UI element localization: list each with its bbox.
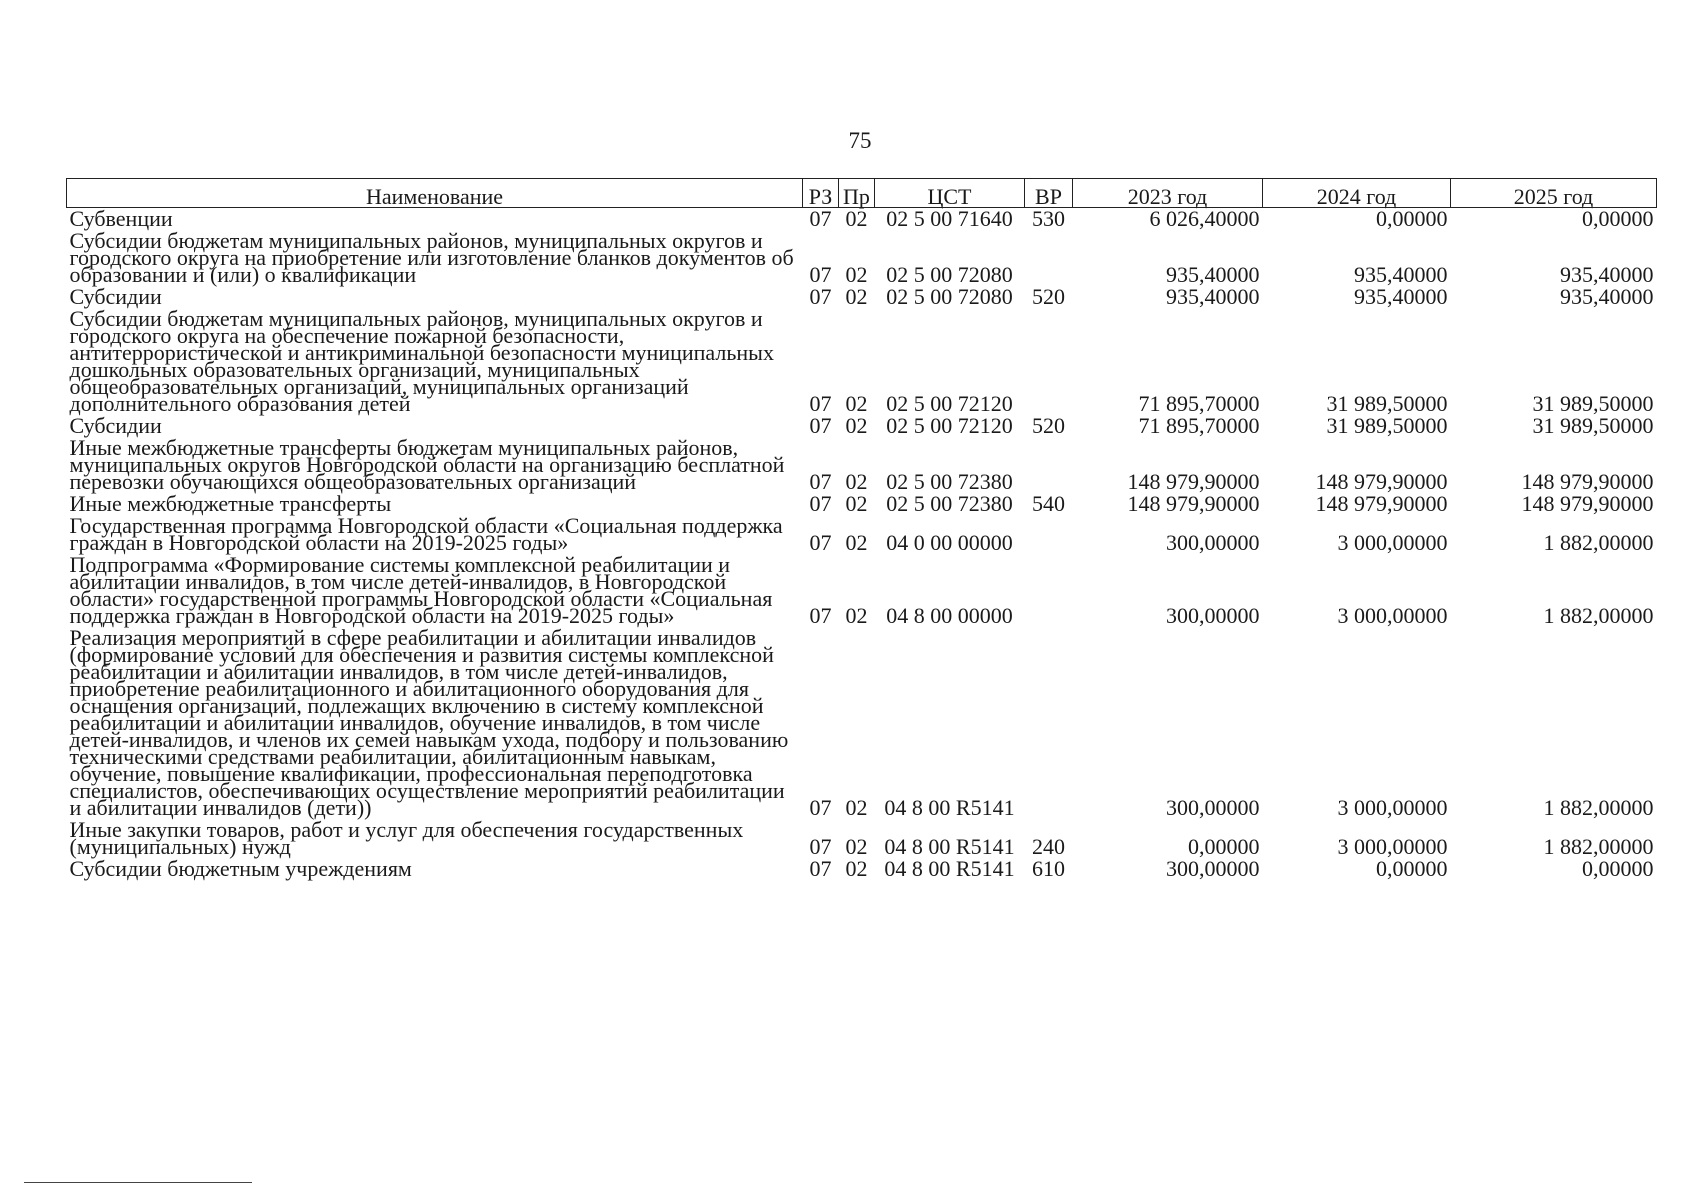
row-2023: 71 895,70000 xyxy=(1138,413,1260,438)
row-2023: 935,40000 xyxy=(1166,284,1260,309)
row-cst: 04 8 00 R5141 xyxy=(884,834,1015,859)
row-name: Субсидии бюджетным учреждениям xyxy=(69,856,412,881)
row-2025: 31 989,50000 xyxy=(1532,391,1654,416)
row-2024: 935,40000 xyxy=(1354,284,1448,309)
row-2023: 300,00000 xyxy=(1166,856,1260,881)
header-2024: 2024 год xyxy=(1263,179,1451,208)
row-cst: 02 5 00 72120 xyxy=(886,391,1013,416)
header-2023: 2023 год xyxy=(1073,179,1263,208)
row-2025: 148 979,90000 xyxy=(1521,491,1654,516)
row-cst: 02 5 00 72380 xyxy=(886,491,1013,516)
row-vr: 520 xyxy=(1032,413,1065,438)
row-rz: 07 xyxy=(809,469,832,494)
row-2025: 31 989,50000 xyxy=(1532,413,1654,438)
row-vr: 240 xyxy=(1032,834,1065,859)
row-pr: 02 xyxy=(845,284,868,309)
row-cst: 04 0 00 00000 xyxy=(886,530,1013,555)
row-vr xyxy=(1025,230,1073,286)
row-name: Иные закупки товаров, работ и услуг для обеспечения государственных (муниципальных) нужд xyxy=(69,817,744,859)
row-rz: 07 xyxy=(809,834,832,859)
row-2025: 0,00000 xyxy=(1582,856,1654,881)
row-pr: 02 xyxy=(845,491,868,516)
table-row xyxy=(67,627,1657,819)
row-rz: 07 xyxy=(809,206,832,231)
row-name: Подпрограмма «Формирование системы комплексной реабилитации и абилитации инвалидов, в том числе детей-инвалидов, в Новгородской области» государственной программы Новгородской области «Социальная поддержка граждан в Новгородской области на 2019-2025 годы» xyxy=(69,552,773,628)
header-vr: ВР xyxy=(1025,179,1073,208)
row-2024: 31 989,50000 xyxy=(1326,413,1448,438)
row-2024: 148 979,90000 xyxy=(1315,469,1448,494)
row-2023: 300,00000 xyxy=(1166,795,1260,820)
row-rz: 07 xyxy=(809,530,832,555)
table-row xyxy=(67,415,1657,437)
row-pr: 02 xyxy=(845,603,868,628)
row-name: Субвенции xyxy=(69,206,173,231)
row-pr: 02 xyxy=(845,206,868,231)
table-row xyxy=(67,230,1657,286)
row-2024: 148 979,90000 xyxy=(1315,491,1448,516)
table-row xyxy=(67,858,1657,880)
row-name: Субсидии xyxy=(69,413,162,438)
footer-divider xyxy=(24,1182,252,1183)
row-2024: 3 000,00000 xyxy=(1337,795,1448,820)
row-pr: 02 xyxy=(845,469,868,494)
row-rz: 07 xyxy=(809,413,832,438)
row-2024: 935,40000 xyxy=(1354,262,1448,287)
row-2024: 3 000,00000 xyxy=(1337,834,1448,859)
row-2023: 300,00000 xyxy=(1166,530,1260,555)
row-vr xyxy=(1025,437,1073,493)
row-rz: 07 xyxy=(809,284,832,309)
row-pr: 02 xyxy=(845,391,868,416)
row-rz: 07 xyxy=(809,856,832,881)
row-cst: 02 5 00 72080 xyxy=(886,262,1013,287)
row-vr xyxy=(1025,627,1073,819)
table-row xyxy=(67,515,1657,554)
table-body xyxy=(67,208,1657,881)
row-pr: 02 xyxy=(845,795,868,820)
header-cst: ЦСТ xyxy=(875,179,1025,208)
row-pr: 02 xyxy=(845,834,868,859)
row-name: Иные межбюджетные трансферты xyxy=(69,491,392,516)
row-vr: 530 xyxy=(1032,206,1065,231)
row-vr: 540 xyxy=(1032,491,1065,516)
row-2025: 935,40000 xyxy=(1560,262,1654,287)
row-2025: 148 979,90000 xyxy=(1521,469,1654,494)
row-vr xyxy=(1025,515,1073,554)
row-rz: 07 xyxy=(809,603,832,628)
row-cst: 02 5 00 71640 xyxy=(886,206,1013,231)
row-rz: 07 xyxy=(809,795,832,820)
header-name: Наименование xyxy=(67,179,803,208)
row-2023: 935,40000 xyxy=(1166,262,1260,287)
row-vr: 520 xyxy=(1032,284,1065,309)
row-2023: 0,00000 xyxy=(1188,834,1260,859)
row-rz: 07 xyxy=(809,262,832,287)
row-2025: 1 882,00000 xyxy=(1543,834,1654,859)
row-name: Реализация мероприятий в сфере реабилитации и абилитации инвалидов (формирование условий для обеспечения и развития системы комплексной реабилитации и абилитации инвалидов, в том числе детей-инвалидов, приобретение реабилитационного и абилитационного оборудования для оснащения организаций, подлежащих включению в систему комплексной реабилитации и абилитации инвалидов, обучение инвалидов, в том числе детей-инвалидов, и членов их семей навыкам ухода, подбору и пользованию техническими средствами реабилитации, абилитационным навыкам, обучение, повышение квалификации, профессиональная переподготовка специалистов, обеспечивающих осуществление мероприятий реабилитации и абилитации инвалидов (дети)) xyxy=(69,625,789,820)
row-vr: 610 xyxy=(1032,856,1065,881)
row-pr: 02 xyxy=(845,856,868,881)
budget-table xyxy=(66,178,1657,880)
row-cst: 04 8 00 R5141 xyxy=(884,795,1015,820)
row-2023: 148 979,90000 xyxy=(1127,469,1260,494)
row-cst: 04 8 00 R5141 xyxy=(884,856,1015,881)
row-2025: 1 882,00000 xyxy=(1543,530,1654,555)
table-row xyxy=(67,286,1657,308)
row-2024: 0,00000 xyxy=(1376,206,1448,231)
row-pr: 02 xyxy=(845,530,868,555)
row-2024: 0,00000 xyxy=(1376,856,1448,881)
row-pr: 02 xyxy=(845,262,868,287)
row-2023: 148 979,90000 xyxy=(1127,491,1260,516)
table-row xyxy=(67,437,1657,493)
row-cst: 02 5 00 72120 xyxy=(886,413,1013,438)
row-rz: 07 xyxy=(809,391,832,416)
table-row xyxy=(67,308,1657,415)
row-2025: 1 882,00000 xyxy=(1543,795,1654,820)
row-pr: 02 xyxy=(845,413,868,438)
row-name: Субсидии бюджетам муниципальных районов, муниципальных округов и городского округа на приобретение или изготовление бланков документов об образовании и (или) о квалификации xyxy=(69,228,794,287)
header-2025: 2025 год xyxy=(1451,179,1657,208)
row-vr xyxy=(1025,554,1073,627)
row-2025: 935,40000 xyxy=(1560,284,1654,309)
row-2023: 6 026,40000 xyxy=(1149,206,1260,231)
row-name: Субсидии бюджетам муниципальных районов, муниципальных округов и городского округа на обеспечение пожарной безопасности, антитеррористической и антикриминальной безопасности муниципальных дошкольных образовательных организаций, муниципальных общеобразовательных организаций, муниципальных организаций дополнительного образования детей xyxy=(69,306,774,416)
table-row xyxy=(67,208,1657,231)
row-rz: 07 xyxy=(809,491,832,516)
row-name: Субсидии xyxy=(69,284,162,309)
row-2023: 300,00000 xyxy=(1166,603,1260,628)
table-row xyxy=(67,554,1657,627)
row-2024: 31 989,50000 xyxy=(1326,391,1448,416)
header-rz: РЗ xyxy=(803,179,839,208)
row-2023: 71 895,70000 xyxy=(1138,391,1260,416)
row-cst: 02 5 00 72080 xyxy=(886,284,1013,309)
row-vr xyxy=(1025,308,1073,415)
row-name: Иные межбюджетные трансферты бюджетам муниципальных районов, муниципальных округов Новгородской области на организацию бесплатной перевозки обучающихся общеобразовательных организаций xyxy=(69,435,785,494)
table-row xyxy=(67,493,1657,515)
header-row xyxy=(67,179,1657,208)
row-cst: 04 8 00 00000 xyxy=(886,603,1013,628)
row-2024: 3 000,00000 xyxy=(1337,603,1448,628)
row-2024: 3 000,00000 xyxy=(1337,530,1448,555)
table-row xyxy=(67,819,1657,858)
header-pr: Пр xyxy=(839,179,875,208)
row-2025: 0,00000 xyxy=(1582,206,1654,231)
page-number: 75 xyxy=(848,128,872,153)
table-header xyxy=(67,179,1657,208)
row-name: Государственная программа Новгородской области «Социальная поддержка граждан в Новгородской области на 2019-2025 годы» xyxy=(69,513,783,555)
row-2025: 1 882,00000 xyxy=(1543,603,1654,628)
row-cst: 02 5 00 72380 xyxy=(886,469,1013,494)
